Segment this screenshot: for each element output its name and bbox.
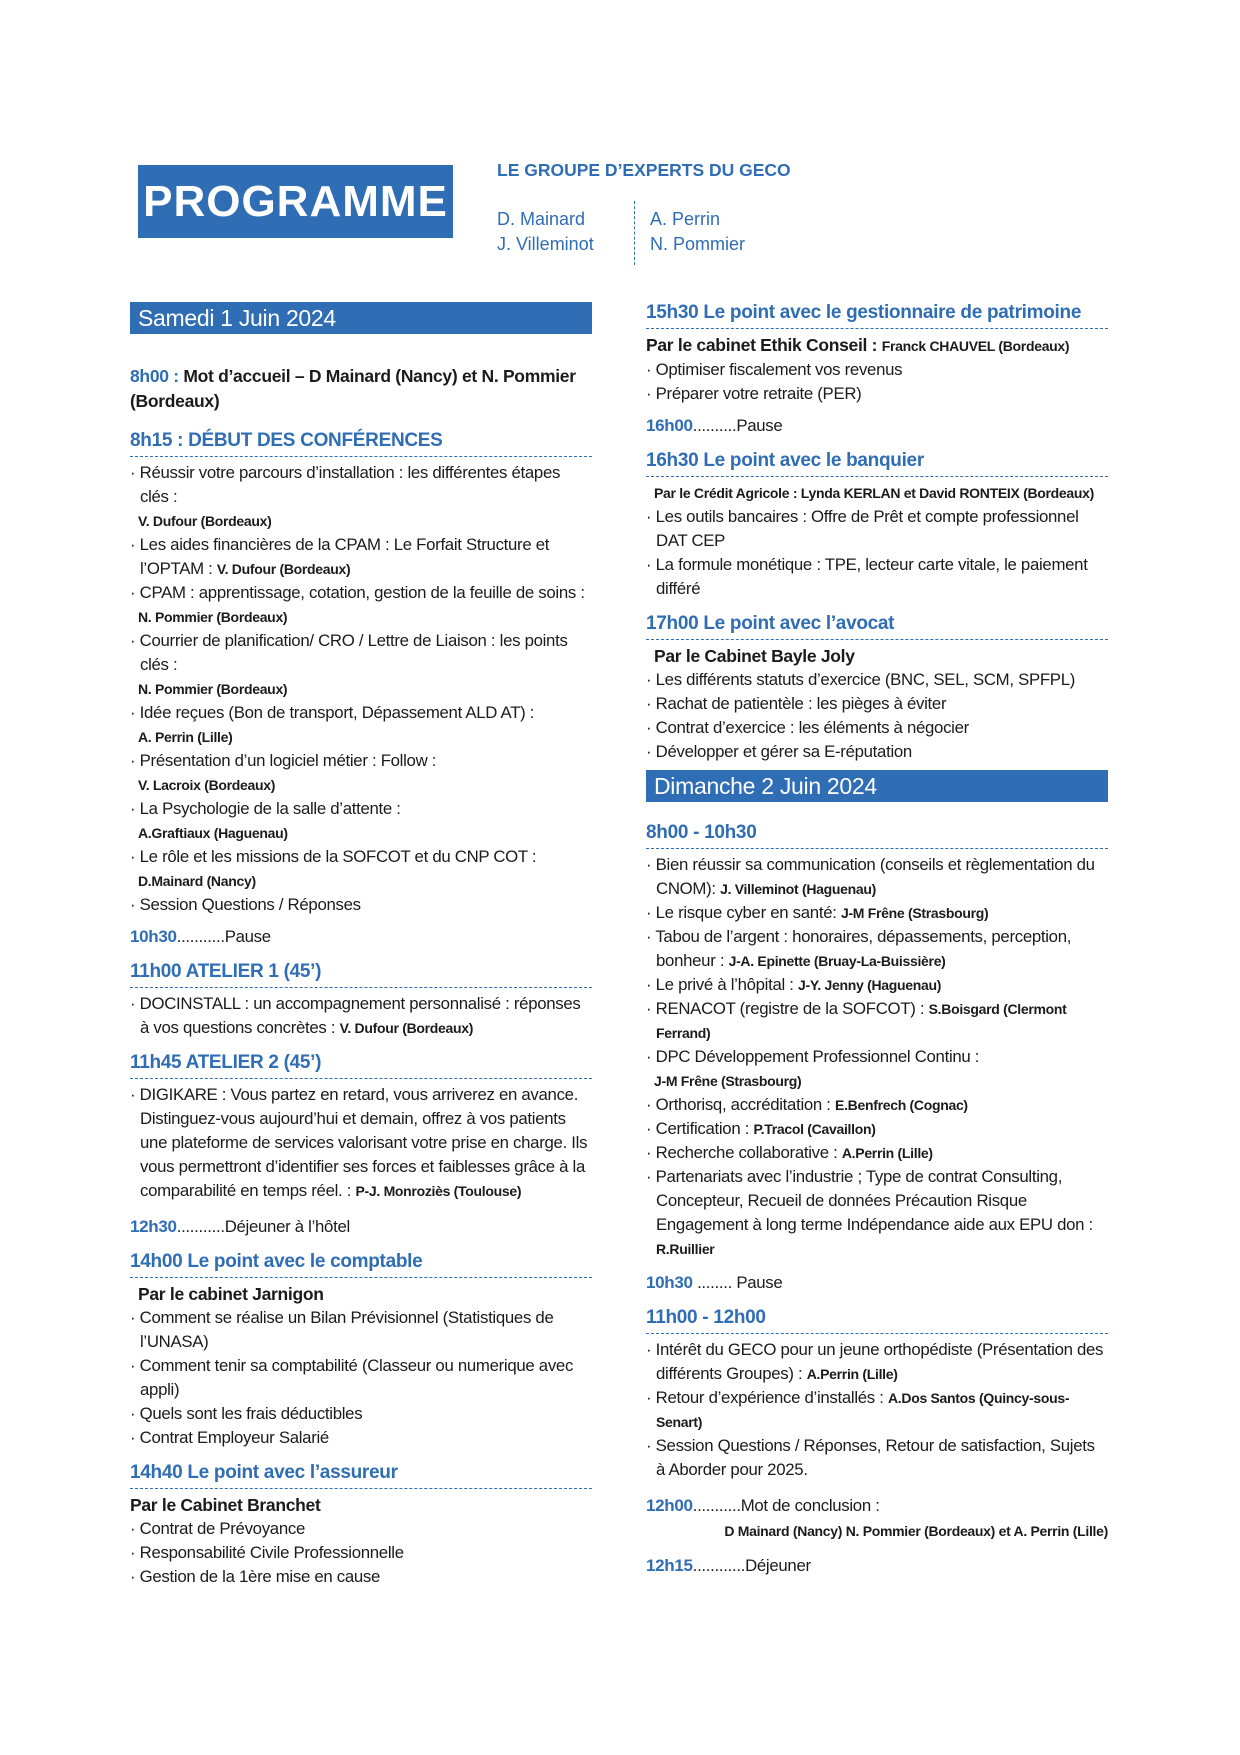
list-item: · Rachat de patientèle : les pièges à éviter — [646, 694, 947, 713]
list-item: · Contrat Employeur Salarié — [130, 1428, 329, 1447]
text-fragment: Pause — [736, 416, 783, 435]
text-fragment: · DOCINSTALL : un accompagnement personnalisé : réponses à vos questions concrètes : — [130, 994, 581, 1037]
list-item — [646, 1165, 1108, 1261]
conclusion-speakers: D Mainard (Nancy) N. Pommier (Bordeaux) et A. Perrin (Lille) — [724, 1523, 1108, 1539]
left-column — [130, 302, 592, 1589]
atelier-2-text — [130, 1083, 592, 1203]
morning-session-list — [646, 853, 1108, 1261]
text-fragment: · Le privé à l’hôpital : — [646, 975, 799, 994]
text-fragment: ............ — [692, 1556, 746, 1575]
list-item: · Développer et gérer sa E-réputation — [646, 742, 912, 761]
list-item — [646, 1386, 1108, 1434]
day-banner-saturday: Samedi 1 Juin 2024 — [130, 302, 592, 334]
text-fragment: · Tabou de l’argent : honoraires, dépassements, perception, bonheur : — [646, 927, 1072, 970]
speaker: J-M Frêne (Strasbourg) — [840, 905, 989, 921]
list-item — [646, 853, 1108, 901]
text-fragment: · Le rôle et les missions de la SOFCOT et du CNP COT : — [130, 847, 537, 866]
lunch-row — [130, 1215, 592, 1239]
text-fragment: Pause — [224, 927, 271, 946]
text-fragment: ........... — [176, 1217, 225, 1236]
text-fragment: · DPC Développement Professionnel Continu : — [646, 1047, 980, 1066]
atelier-1-text — [130, 992, 592, 1040]
cabinet-name — [646, 333, 1108, 358]
speaker: V. Lacroix (Bordeaux) — [138, 777, 276, 793]
list-item — [646, 997, 1108, 1045]
text-fragment: Déjeuner — [745, 1556, 811, 1575]
speaker: V. Dufour (Bordeaux) — [339, 1020, 474, 1036]
speaker: V. Dufour (Bordeaux) — [216, 561, 351, 577]
experts-divider — [634, 201, 635, 265]
speaker: A.Perrin (Lille) — [806, 1366, 898, 1382]
list-item: · Contrat d’exercice : les éléments à négocier — [646, 718, 969, 737]
speaker: P-J. Monroziès (Toulouse) — [355, 1183, 522, 1199]
experts-right-list — [650, 207, 745, 257]
list-item: · Comment se réalise un Bilan Prévisionnel (Statistiques de l’UNASA) — [130, 1308, 554, 1351]
patrimoine-heading: 15h30 Le point avec le gestionnaire de patrimoine — [646, 300, 1108, 329]
speaker: N. Pommier (Bordeaux) — [138, 609, 288, 625]
cabinet-name: Par le Cabinet Branchet — [130, 1495, 321, 1515]
list-item — [130, 461, 592, 509]
speaker: N. Pommier (Bordeaux) — [138, 681, 288, 697]
comptable-list — [130, 1306, 592, 1450]
text-fragment: 16h00 — [646, 416, 693, 435]
list-item — [646, 1338, 1108, 1386]
text-fragment: ........ — [692, 1273, 737, 1292]
conclusion-row — [646, 1494, 1108, 1518]
list-item — [130, 893, 592, 917]
text-fragment: Mot de conclusion : — [740, 1496, 880, 1515]
morning-session-heading: 8h00 - 10h30 — [646, 820, 1108, 849]
speaker: E.Benfrech (Cognac) — [835, 1097, 968, 1113]
text-fragment: 10h30 — [646, 1273, 693, 1292]
expert-name: D. Mainard — [497, 209, 586, 229]
list-item — [646, 1093, 1108, 1117]
right-column — [646, 300, 1108, 1584]
programme-title-banner — [138, 165, 453, 238]
speaker: D.Mainard (Nancy) — [138, 873, 256, 889]
list-item — [130, 845, 592, 869]
comptable-heading: 14h00 Le point avec le comptable — [130, 1249, 592, 1278]
list-item — [646, 1045, 1108, 1069]
list-item — [646, 1141, 1108, 1165]
time-label: 8h00 : — [130, 366, 179, 386]
text-fragment: · Intérêt du GECO pour un jeune orthopédiste (Présentation des différents Groupes) : — [646, 1340, 1104, 1383]
cabinet-name: Par le cabinet Jarnigon — [138, 1284, 324, 1304]
cabinet-name: Par le Cabinet Bayle Joly — [654, 646, 855, 666]
text-fragment: ........... — [692, 1496, 741, 1515]
assureur-heading: 14h40 Le point avec l’assureur — [130, 1460, 592, 1489]
late-session-heading: 11h00 - 12h00 — [646, 1305, 1108, 1334]
text-fragment: · DIGIKARE : Vous partez en retard, vous arriverez en avance. Distinguez-vous aujourd’hui et demain, offrez à vos patients une plateforme de services valorisant votre prise en charge. Ils vous permettront d’identifier ses forces et faiblesses grâce à la comparabilité en temps réel. : — [130, 1085, 588, 1200]
speaker: J-Y. Jenny (Haguenau) — [798, 977, 942, 993]
atelier-1-heading: 11h00 ATELIER 1 (45’) — [130, 959, 592, 988]
text-fragment: 12h00 — [646, 1496, 693, 1515]
text-fragment: 12h30 — [130, 1217, 177, 1236]
list-item — [130, 701, 592, 725]
text-fragment: · Session Questions / Réponses, Retour de satisfaction, Sujets à Aborder pour 2025. — [646, 1436, 1095, 1479]
avocat-heading: 17h00 Le point avec l’avocat — [646, 611, 1108, 640]
speaker: A.Dos Santos (Quincy-sous-Senart) — [656, 1390, 1070, 1430]
text-fragment: .......... — [692, 416, 737, 435]
text-fragment: · La Psychologie de la salle d’attente : — [130, 799, 401, 818]
text-fragment: ........... — [176, 927, 225, 946]
list-item — [646, 1434, 1108, 1482]
speaker: P.Tracol (Cavaillon) — [753, 1121, 876, 1137]
speaker: J-M Frêne (Strasbourg) — [654, 1073, 802, 1089]
list-item: · Gestion de la 1ère mise en cause — [130, 1567, 381, 1586]
speaker: V. Dufour (Bordeaux) — [138, 513, 272, 529]
speaker: Franck CHAUVEL (Bordeaux) — [881, 338, 1070, 354]
day-banner-sunday: Dimanche 2 Juin 2024 — [646, 770, 1108, 802]
speaker: J-A. Epinette (Bruay-La-Buissière) — [728, 953, 946, 969]
expert-name: J. Villeminot — [497, 234, 594, 254]
list-item — [646, 973, 1108, 997]
list-item — [130, 533, 592, 581]
list-item — [130, 629, 592, 677]
list-item — [130, 797, 592, 821]
text-fragment: · Réussir votre parcours d’installation : les différentes étapes clés : — [130, 463, 561, 506]
text-fragment: · CPAM : apprentissage, cotation, gestion de la feuille de soins : — [130, 583, 585, 602]
welcome-text: Mot d’accueil – D Mainard (Nancy) et N. Pommier (Bordeaux) — [130, 366, 576, 411]
text-fragment: Par le cabinet Ethik Conseil : — [646, 335, 882, 355]
list-item — [130, 581, 592, 605]
speaker: A.Perrin (Lille) — [841, 1145, 933, 1161]
banquier-heading: 16h30 Le point avec le banquier — [646, 448, 1108, 477]
expert-name: A. Perrin — [650, 209, 721, 229]
welcome-block — [130, 364, 592, 414]
text-fragment: Pause — [736, 1273, 783, 1292]
list-item: · Les différents statuts d’exercice (BNC, SEL, SCM, SPFPL) — [646, 670, 1076, 689]
list-item: · Contrat de Prévoyance — [130, 1519, 305, 1538]
list-item — [646, 925, 1108, 973]
list-item: · La formule monétique : TPE, lecteur carte vitale, le paiement différé — [646, 555, 1088, 598]
speaker: A. Perrin (Lille) — [138, 729, 233, 745]
cabinet-name: Par le Crédit Agricole : Lynda KERLAN et David RONTEIX (Bordeaux) — [654, 485, 1094, 501]
page-title: PROGRAMME — [143, 176, 448, 226]
conferences-heading: 8h15 : DÉBUT DES CONFÉRENCES — [130, 428, 592, 457]
list-item: · Comment tenir sa comptabilité (Classeur ou numerique avec appli) — [130, 1356, 574, 1399]
conferences-list — [130, 461, 592, 917]
speaker: A.Graftiaux (Haguenau) — [138, 825, 288, 841]
speaker: S.Boisgard (Clermont Ferrand) — [656, 1001, 1067, 1041]
list-item: · Optimiser fiscalement vos revenus — [646, 360, 903, 379]
text-fragment: · Orthorisq, accréditation : — [646, 1095, 836, 1114]
text-fragment: · Présentation d’un logiciel métier : Follow : — [130, 751, 437, 770]
list-item — [130, 749, 592, 773]
final-lunch-row — [646, 1554, 1108, 1578]
text-fragment: · RENACOT (registre de la SOFCOT) : — [646, 999, 929, 1018]
text-fragment: · Bien réussir sa communication (conseils et règlementation du CNOM): — [646, 855, 1095, 898]
text-fragment: · Courrier de planification/ CRO / Lettre de Liaison : les points clés : — [130, 631, 568, 674]
list-item: · Responsabilité Civile Professionnelle — [130, 1543, 404, 1562]
text-fragment: · Partenariats avec l’industrie ; Type de contrat Consulting, Concepteur, Recueil de données Précaution Risque Engagement à long terme Indépendance aide aux EPU don : — [646, 1167, 1093, 1234]
list-item: · Quels sont les frais déductibles — [130, 1404, 363, 1423]
list-item: · Les outils bancaires : Offre de Prêt et compte professionnel DAT CEP — [646, 507, 1079, 550]
speaker: J. Villeminot (Haguenau) — [720, 881, 876, 897]
text-fragment: · Session Questions / Réponses — [130, 895, 361, 914]
atelier-2-heading: 11h45 ATELIER 2 (45’) — [130, 1050, 592, 1079]
speaker: R.Ruillier — [656, 1241, 715, 1257]
text-fragment: 10h30 — [130, 927, 177, 946]
expert-name: N. Pommier — [650, 234, 746, 254]
pause-row — [646, 414, 1108, 438]
assureur-list — [130, 1517, 592, 1589]
text-fragment: · Recherche collaborative : — [646, 1143, 842, 1162]
pause-row — [130, 925, 592, 949]
text-fragment: 12h15 — [646, 1556, 693, 1575]
text-fragment: · Idée reçues (Bon de transport, Dépassement ALD AT) : — [130, 703, 535, 722]
list-item — [646, 1117, 1108, 1141]
text-fragment: · Les aides financières de la CPAM : Le Forfait Structure et l’OPTAM : — [130, 535, 550, 578]
text-fragment: · Le risque cyber en santé: — [646, 903, 841, 922]
list-item — [646, 901, 1108, 925]
pause-row — [646, 1271, 1108, 1295]
text-fragment: · Retour d’expérience d’installés : — [646, 1388, 888, 1407]
experts-left-list — [497, 207, 594, 257]
list-item: · Préparer votre retraite (PER) — [646, 384, 862, 403]
text-fragment: Déjeuner à l’hôtel — [224, 1217, 350, 1236]
experts-group-title: LE GROUPE D’EXPERTS DU GECO — [497, 160, 791, 180]
text-fragment: · Certification : — [646, 1119, 754, 1138]
late-session-list — [646, 1338, 1108, 1482]
